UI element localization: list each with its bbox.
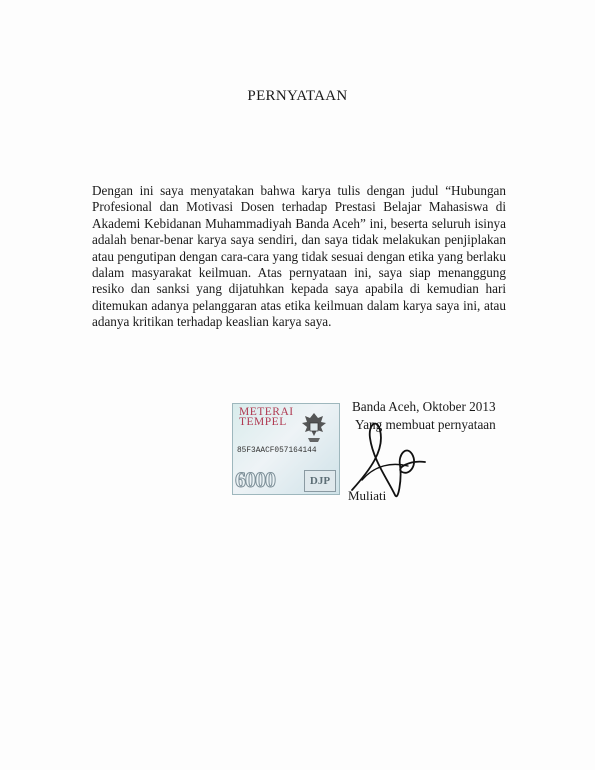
- revenue-stamp: [232, 403, 340, 495]
- statement-paragraph: Dengan ini saya menyatakan bahwa karya tulis dengan judul “Hubungan Profesional dan Motivasi Dosen terhadap Prestasi Belajar Mahasiswa di Akademi Kebidanan Muhammadiyah Banda Aceh” ini, beserta seluruh isinya adalah benar-benar karya saya sendiri, dan saya tidak melakukan penjiplakan atau pengutipan dengan cara-cara yang tidak sesuai dengan etika yang berlaku dalam masyarakat keilmuan. Atas pernyataan ini, saya siap menanggung resiko dan sanksi yang dijatuhkan kepada saya apabila di kemudian hari ditemukan adanya pelanggaran atas etika keilmuan dalam karya saya ini, atau adanya kritikan terhadap keaslian karya saya.: [92, 183, 506, 330]
- place-date: Banda Aceh, Oktober 2013: [352, 399, 496, 414]
- made-by-label: Yang membuat pernyataan: [355, 417, 496, 432]
- stamp-line2: TEMPEL: [239, 416, 287, 428]
- stamp-currency: DJP: [304, 470, 336, 492]
- signer-name: Muliati: [348, 488, 387, 503]
- stamp-serial: 85F3AACF057164144: [237, 447, 317, 455]
- garuda-emblem-icon: [299, 410, 329, 448]
- page-title: PERNYATAAN: [247, 88, 348, 104]
- stamp-line1: METERAI: [239, 406, 294, 418]
- stamp-value: 6000: [235, 467, 275, 492]
- stamp-title: [239, 407, 294, 427]
